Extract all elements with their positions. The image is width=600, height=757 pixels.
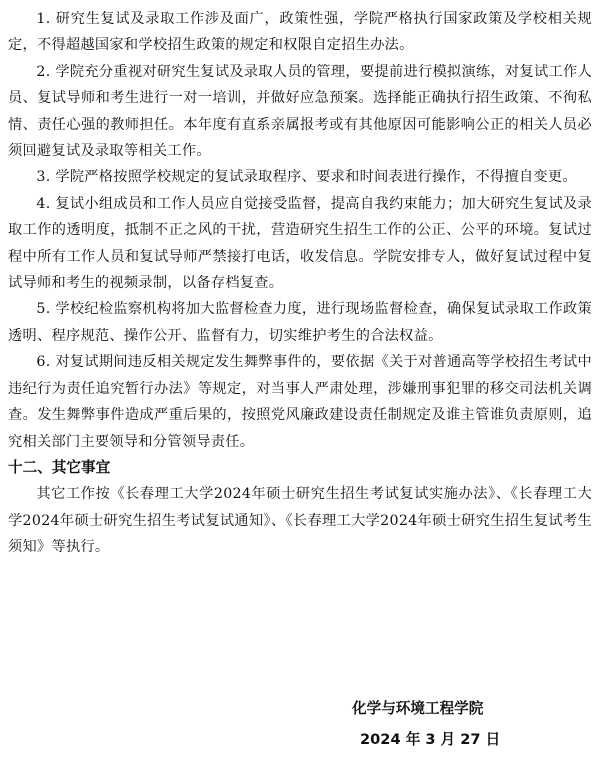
- paragraph-other-matters: 其它工作按《长春理工大学2024年硕士研究生招生考试复试实施办法》、《长春理工大学2024年硕士研究生招生考试复试通知》、《长春理工大学2024年硕士研究生招生复试考生须知》等执行。: [8, 486, 592, 556]
- signature-organization: 化学与环境工程学院: [352, 700, 484, 717]
- paragraph-3: 3. 学院严格按照学校规定的复试录取程序、要求和时间表进行操作，不得擅自变更。: [36, 169, 577, 186]
- signature-date: 2024 年 3 月 27 日: [360, 731, 501, 748]
- paragraph-2: 2. 学院充分重视对研究生复试及录取人员的管理，要提前进行模拟演练，对复试工作人员、复试导师和考生进行一对一培训，并做好应急预案。选择能正确执行招生政策、不徇私情、责任心强的教师担任。本年度有直系亲属报考或有其他原因可能影响公正的相关人员必须回避复试及录取等相关工作。: [8, 63, 592, 160]
- section-heading-other-matters: 十二、其它事宜: [8, 458, 111, 476]
- paragraph-4: 4. 复试小组成员和工作人员应自觉接受监督，提高自我约束能力；加大研究生复试及录取工作的透明度，抵制不正之风的干扰，营造研究生招生工作的公正、公平的环境。复试过程中所有工作人员和复试导师严禁接打电话，收发信息。学院安排专人，做好复试过程中复试导师和考生的视频录制，以备存档复查。: [8, 195, 592, 292]
- paragraph-1: 1. 研究生复试及录取工作涉及面广，政策性强，学院严格执行国家政策及学校相关规定，不得超越国家和学校招生政策的规定和权限自定招生办法。: [8, 11, 592, 54]
- paragraph-5: 5. 学校纪检监察机构将加大监督检查力度，进行现场监督检查，确保复试录取工作政策透明、程序规范、操作公开、监督有力，切实维护考生的合法权益。: [8, 301, 592, 344]
- paragraph-6: 6. 对复试期间违反相关规定发生舞弊事件的，要依据《关于对普通高等学校招生考试中违纪行为责任追究暂行办法》等规定，对当事人严肃处理，涉嫌刑事犯罪的移交司法机关调查。发生舞弊事件造成严重后果的，按照党风廉政建设责任制规定及谁主管谁负责原则，追究相关部门主要领导和分管领导责任。: [8, 354, 592, 450]
